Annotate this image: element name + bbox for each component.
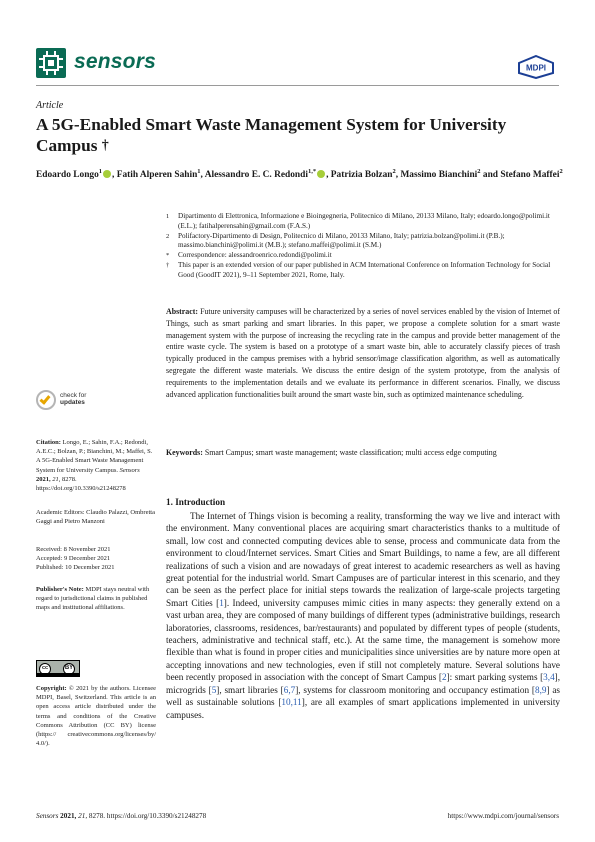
journal-url-link[interactable]: https://www.mdpi.com/journal/sensors [447,812,559,820]
article-type: Article [36,100,64,111]
affiliation-item: * Correspondence: alessandroenrico.redondi@polimi.it [166,251,332,260]
footer-citation: Sensors 2021, 21, 8278. https://doi.org/10.3390/s21248278 [36,812,207,820]
author-name: Massimo Bianchini [400,170,478,180]
dates-block: Received: 8 November 2021 Accepted: 9 December 2021 Published: 10 December 2021 [36,546,115,572]
check-updates-icon [36,390,56,410]
mdpi-logo-icon [517,55,555,79]
citation-link[interactable]: 10,11 [281,697,302,708]
citation-link[interactable]: 3,4 [543,672,555,683]
publisher-note: Publisher's Note: MDPI stays neutral with regard to jurisdictional claims in published maps and institutional affiliations. [36,586,150,612]
orcid-icon[interactable] [317,170,325,178]
header-divider [36,85,559,86]
page-footer [36,812,559,820]
orcid-icon[interactable] [103,170,111,178]
section-heading: 1. Introduction [166,497,226,507]
journal-name: sensors [74,50,156,73]
affiliation-item: † This paper is an extended version of our paper published in ACM International Conference on Information Technology for Social Good (GoodIT 2021), 9–11 September 2021, Rome, Italy. [166,260,551,279]
author-name: Edoardo Longo [36,170,99,180]
citation-link[interactable]: 5 [211,684,217,695]
affiliations [166,212,566,281]
paper-title: A 5G-Enabled Smart Waste Management System for University Campus † [36,115,507,155]
citation-link[interactable]: 1 [219,597,224,608]
svg-text:MDPI: MDPI [526,63,546,73]
academic-editors: Academic Editors: Claudio Palazzi, Ombretta Gaggi and Pietro Manzoni [36,509,155,526]
introduction-paragraph: The Internet of Things vision is becoming a reality, transforming the way we live and interact with the environment. Many conventional places are acquiring smart characteristics thanks to a multitude of small, low cost and connected computing devices able to sense, process and communicate data from the environment to cloud/Internet services. Smart Cities and Smart Buildings, to name a few, are all different realizations of such a vision and are nowadays of great interest to academic researchers as well as having great potential for the industrial world. Smart Campuses are of particular interest in this scenario, and they can be seen as the perfect place for initial steps towards the realization of large-scale projects targeting Smart Cities [1]. Indeed, university campuses mimic cities in many aspects: they generally extend on a vast urban area, they are composed of many buildings of different types (administrative buildings, research laboratories, classrooms, residences, bar/restaurants) and populated by different types of people (students, teachers, administrative and technical staff, etc.). At the same time, the management is somehow more flexible than what is found in proper cities and municipalities since universities are by nature more open at accepting innovations and new technologies, even if still not completely mature. Several solutions have been recently proposed in association with the concept of Smart Campus [2]: smart parking systems [3,4], microgrids [5], smart libraries [6,7], systems for classroom monitoring and occupancy estimation [8,9] as well as sustainable solutions [10,11], are all examples of smart applications implemented in university campuses. [166,511,561,720]
author-name: Fatih Alperen Sahin [116,170,198,180]
author-name: Patrizia Bolzan [330,170,393,180]
affiliation-item: 1 Dipartimento di Elettronica, Informazione e Bioingegneria, Politecnico di Milano, 20133 Milano, Italy; edoardo.longo@polimi.it (E.L.); fatihalperensahin@gmail.com (F.A.S.) [166,212,550,230]
citation-link[interactable]: 8,9 [534,684,547,695]
sensors-logo-icon [36,48,66,78]
author-name: Stefano Maffei [500,170,560,180]
check-for-updates-button[interactable]: check for updates [36,390,96,414]
keywords: Keywords: Smart Campus; smart waste management; waste classification; multi access edge computing [166,448,497,457]
author-list: Edoardo Longo$^1$ , Fatih Alperen Sahin$^1$, Alessandro E. C. Redondi$^{1,*}$ , Patrizia Bolzan$^2$, Massimo Bianchini$^2$ and Stefano Maffei$^2$ [36,167,563,180]
citation-link[interactable]: 6,7 [283,684,296,695]
title-dagger: † [101,138,109,153]
citation-link[interactable]: 2 [441,672,447,683]
journal-header [36,45,559,85]
copyright-block: Copyright: © 2021 by the authors. Licensee MDPI, Basel, Switzerland. This article is an open access article distributed under the terms and conditions of the Creative Commons Attribution (CC BY) license (https:// creativecommons.org/licenses/by/ 4.0/). [36,685,156,748]
citation-block: Citation: Longo, E.; Sahin, F.A.; Redondi, A.E.C.; Bolzan, P.; Bianchini, M.; Maffei, S. A 5G-Enabled Smart Waste Management System for University Campus. Sensors 2021, 21, 8278. https://doi.org/10.3390/s21248278 [36,439,153,493]
cc-by-license-icon[interactable]: cc BY [36,660,80,677]
abstract: Abstract: Future university campuses will be characterized by a series of novel services enabled by the vision of Internet of Things, such as smart parking and smart libraries. In this paper, we propose a complete solution for a smart waste management system with the purpose of increasing the recycling rate in the campus and provide better management of the entire waste cycle. The system is based on a prototype of a smart waste bin, able to accurately classify pieces of trash typically produced in the campus premises with a hybrid sensor/image classification algorithm, as well as automatically segregate the different waste materials. We discuss the entire design of the system prototype, from the analysis of requirements to the implementation details and we evaluate its performance in different scenarios. Finally, we discuss advanced application functionalities built around the smart waste bin, such as optimized maintenance scheduling. [166,307,560,399]
affiliation-item: 2 Polifactory-Dipartimento di Design, Politecnico di Milano, 20133 Milano, Italy; patrizia.bolzan@polimi.it (P.B.); massimo.bianchini@polimi.it (M.B.); stefano.maffei@polimi.it (S.M.) [166,231,505,250]
author-name: Alessandro E. C. Redondi [204,170,308,180]
